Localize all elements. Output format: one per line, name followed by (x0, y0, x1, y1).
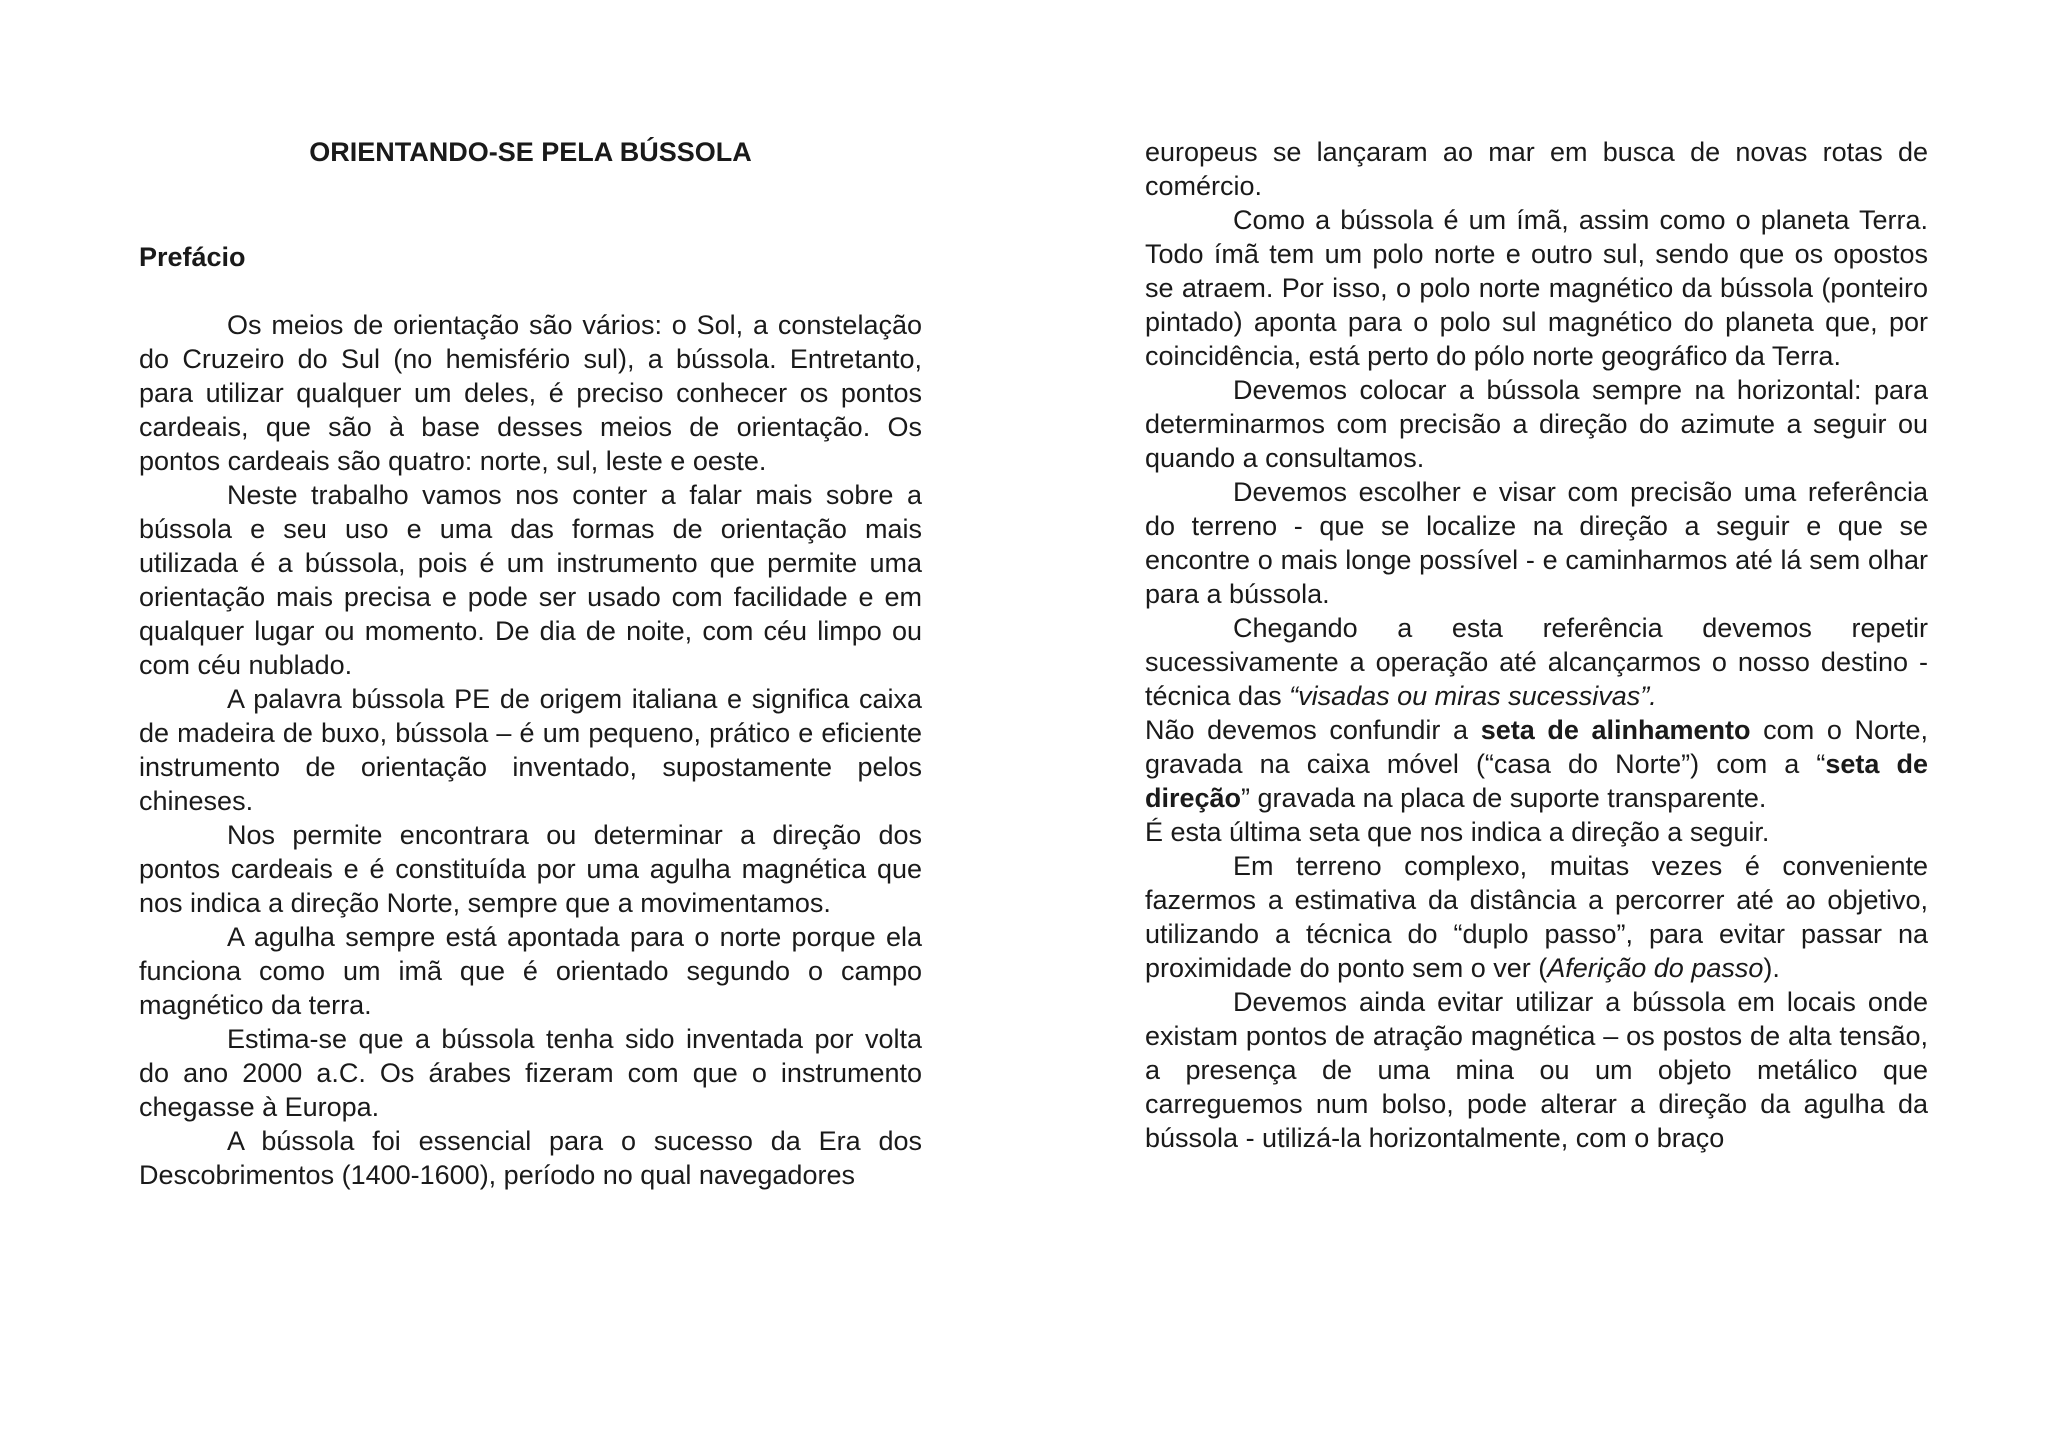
italic-term: “visadas ou miras sucessivas”. (1289, 681, 1657, 711)
paragraph-text: ” gravada na placa de suporte transparente. (1241, 783, 1767, 813)
paragraph: Os meios de orientação são vários: o Sol, a constelação do Cruzeiro do Sul (no hemisfério sul), a bússola. Entretanto, para utilizar qualquer um deles, é preciso conhecer os pontos cardeais, que são à base desses meios de orientação. Os pontos cardeais são quatro: norte, sul, leste e oeste. (139, 310, 922, 476)
section-heading: Prefácio (139, 242, 246, 272)
paragraph (1145, 611, 1928, 713)
paragraph: Devemos escolher e visar com precisão uma referência do terreno - que se localize na direção a seguir e que se encontre o mais longe possível - e caminharmos até lá sem olhar para a bússola. (1145, 477, 1928, 609)
paragraph: A agulha sempre está apontada para o norte porque ela funciona como um imã que é orientado segundo o campo magnético da terra. (139, 922, 922, 1020)
paragraph: Nos permite encontrara ou determinar a direção dos pontos cardeais e é constituída por uma agulha magnética que nos indica a direção Norte, sempre que a movimentamos. (139, 820, 922, 918)
paragraph (1145, 849, 1928, 985)
italic-term: Aferição do passo (1547, 953, 1764, 983)
paragraph-text: ). (1763, 953, 1780, 983)
left-column-body (139, 308, 922, 1192)
paragraph-text: Não devemos confundir a (1145, 715, 1481, 745)
paragraph-text: Em terreno complexo, muitas vezes é conveniente fazermos a estimativa da distância a percorrer até ao objetivo, utilizando a técnica do “duplo passo”, para evitar passar na proximidade do ponto sem o ver ( (1145, 851, 1928, 983)
paragraph: Devemos ainda evitar utilizar a bússola em locais onde existam pontos de atração magnética – os postos de alta tensão, a presença de uma mina ou um objeto metálico que carreguemos num bolso, pode alterar a direção da agulha da bússola - utilizá-la horizontalmente, com o braço (1145, 987, 1928, 1153)
paragraph (1145, 713, 1928, 815)
paragraph: europeus se lançaram ao mar em busca de novas rotas de comércio. (1145, 137, 1928, 201)
paragraph: Como a bússola é um ímã, assim como o planeta Terra. Todo ímã tem um polo norte e outro sul, sendo que os opostos se atraem. Por isso, o polo norte magnético da bússola (ponteiro pintado) aponta para o polo sul magnético do planeta que, por coincidência, está perto do pólo norte geográfico da Terra. (1145, 205, 1928, 371)
paragraph: Neste trabalho vamos nos conter a falar mais sobre a bússola e seu uso e uma das formas de orientação mais utilizada é a bússola, pois é um instrumento que permite uma orientação mais precisa e pode ser usado com facilidade e em qualquer lugar ou momento. De dia de noite, com céu limpo ou com céu nublado. (139, 480, 922, 680)
left-column (139, 135, 922, 1190)
paragraph: Estima-se que a bússola tenha sido inventada por volta do ano 2000 a.C. Os árabes fizeram com que o instrumento chegasse à Europa. (139, 1024, 922, 1122)
bold-term: seta de direção (1145, 749, 1928, 813)
paragraph-text: com o Norte, gravada na caixa móvel (“casa do Norte”) com a “ (1145, 715, 1928, 779)
document-title: ORIENTANDO-SE PELA BÚSSOLA (309, 137, 752, 167)
right-column (1145, 135, 1928, 1155)
bold-term: seta de alinhamento (1480, 715, 1751, 745)
paragraph: A palavra bússola PE de origem italiana e significa caixa de madeira de buxo, bússola – é um pequeno, prático e eficiente instrumento de orientação inventado, supostamente pelos chineses. (139, 684, 922, 816)
paragraph-text: Chegando a esta referência devemos repetir sucessivamente a operação até alcançarmos o nosso destino - técnica das (1145, 613, 1928, 711)
paragraph: É esta última seta que nos indica a direção a seguir. (1145, 817, 1770, 847)
paragraph: A bússola foi essencial para o sucesso da Era dos Descobrimentos (1400-1600), período no qual navegadores (139, 1126, 922, 1190)
paragraph: Devemos colocar a bússola sempre na horizontal: para determinarmos com precisão a direção do azimute a seguir ou quando a consultamos. (1145, 375, 1928, 473)
